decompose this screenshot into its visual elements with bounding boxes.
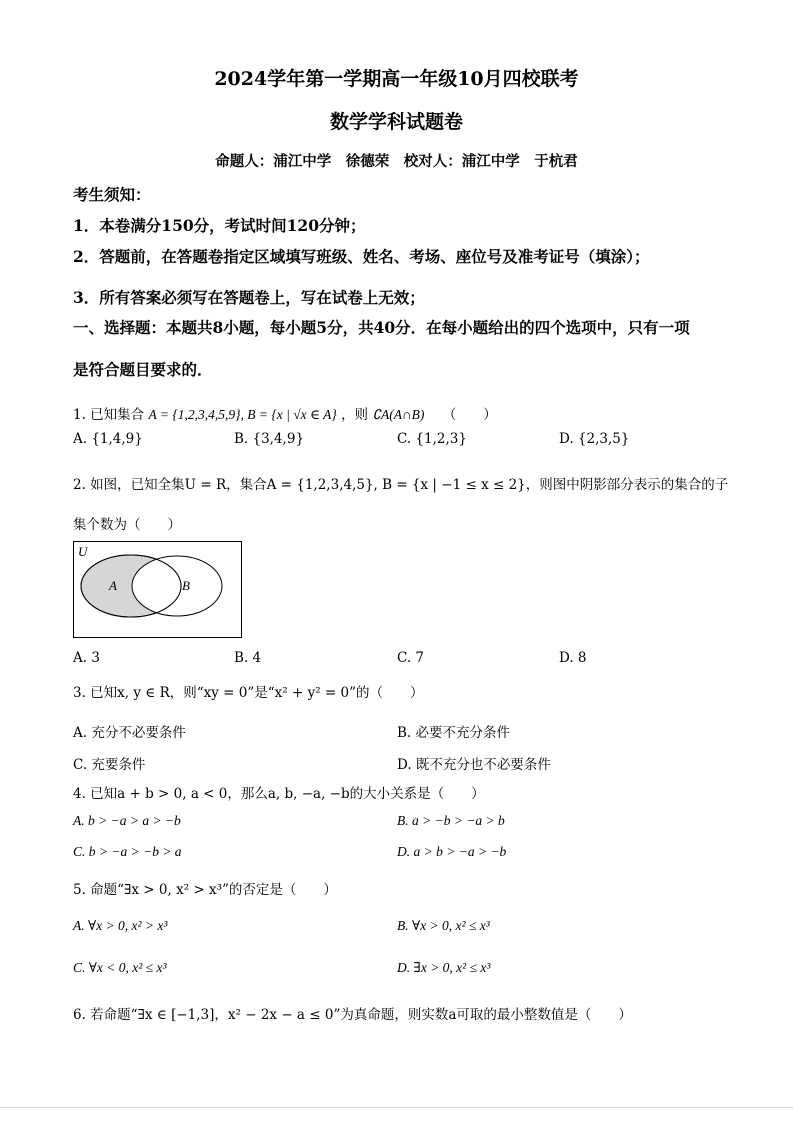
section-heading-line1: 一、选择题：本题共8小题，每小题5分，共40分．在每小题给出的四个选项中，只有一项: [73, 318, 690, 337]
q1-bracket: （ ）: [442, 407, 497, 423]
venn-svg: [73, 541, 243, 639]
q1-stem-prefix: 1. 已知集合: [73, 407, 145, 423]
exam-title: 2024学年第一学期高一年级10月四校联考: [214, 68, 579, 90]
section-heading-line2: 是符合题目要求的．: [73, 360, 213, 379]
venn-label-a: A: [109, 578, 117, 593]
q1-then: ，则: [341, 407, 369, 423]
q6-stem: 6. 若命题“∃x ∈ [−1,3]，x² − 2x − a ≤ 0”为真命题，则实数a可取的最小整数值是（ ）: [73, 1007, 632, 1023]
q4-option-b: B. a > −b > −a > b: [397, 813, 505, 828]
q1-sets: A = {1,2,3,4,5,9}, B = {x | √x ∈ A}: [148, 407, 337, 422]
notice-heading: 考生须知：: [73, 185, 151, 204]
q4-option-d: D. a > b > −a > −b: [397, 844, 507, 859]
q1-complement: ∁A(A∩B): [372, 407, 425, 422]
q4-option-a: A. b > −a > a > −b: [73, 813, 181, 828]
q2-option-c: C. 7: [397, 650, 425, 666]
q5-option-d: D. ∃x > 0, x² ≤ x³: [397, 960, 491, 975]
q2-option-a: A. 3: [73, 650, 100, 666]
q4-option-c: C. b > −a > −b > a: [73, 844, 182, 859]
venn-label-b: B: [182, 578, 190, 593]
q5-stem: 5. 命题“∃x > 0, x² > x³”的否定是（ ）: [73, 882, 337, 898]
q1-stem: [73, 403, 497, 423]
q3-option-d: D. 既不充分也不必要条件: [397, 757, 551, 773]
page-footer-divider: [0, 1107, 793, 1108]
q1-option-c: C. {1,2,3}: [397, 431, 467, 447]
q5-option-b: B. ∀x > 0, x² ≤ x³: [397, 918, 490, 933]
q2-stem-line2: 集个数为（ ）: [73, 517, 181, 533]
notice-item-1: 1．本卷满分150分，考试时间120分钟；: [73, 216, 366, 235]
q3-option-c: C. 充要条件: [73, 757, 146, 773]
q4-stem: 4. 已知a + b > 0, a < 0，那么a, b, −a, −b的大小关系是（ ）: [73, 786, 485, 802]
q5-option-a: A. ∀x > 0, x² > x³: [73, 918, 168, 933]
q3-option-a: A. 充分不必要条件: [73, 725, 186, 741]
venn-label-u: U: [78, 544, 88, 559]
q5-option-c: C. ∀x < 0, x² ≤ x³: [73, 960, 167, 975]
q1-option-a: A. {1,4,9}: [73, 431, 143, 447]
notice-item-3: 3．所有答案必须写在答题卷上，写在试卷上无效；: [73, 288, 425, 307]
q2-stem-line1: 2. 如图，已知全集U = R，集合A = {1,2,3,4,5}, B = {x | −1 ≤ x ≤ 2}，则图中阴影部分表示的集合的子: [73, 477, 729, 493]
notice-item-2: 2．答题前，在答题卷指定区域填写班级、姓名、考场、座位号及准考证号（填涂）；: [73, 247, 650, 266]
authors-line: 命题人：浦江中学 徐德荣 校对人：浦江中学 于杭君: [215, 153, 578, 170]
q2-option-d: D. 8: [559, 650, 587, 666]
venn-diagram: [73, 541, 243, 639]
q1-option-b: B. {3,4,9}: [234, 431, 305, 447]
q3-stem: 3. 已知x, y ∈ R，则“xy = 0”是“x² + y² = 0”的（ ）: [73, 685, 424, 701]
q2-option-b: B. 4: [234, 650, 262, 666]
exam-subtitle: 数学学科试题卷: [329, 111, 463, 133]
q1-option-d: D. {2,3,5}: [559, 431, 630, 447]
q3-option-b: B. 必要不充分条件: [397, 725, 511, 741]
